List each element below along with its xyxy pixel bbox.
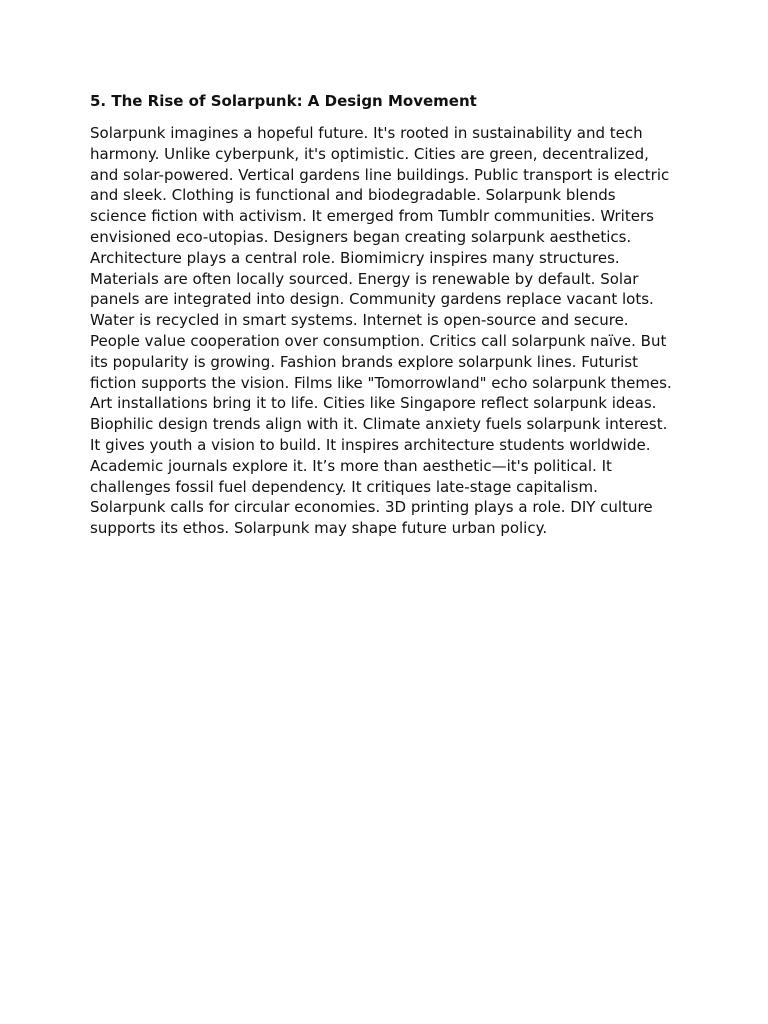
paragraph-line: Solarpunk imagines a hopeful future. It's rooted in sustainability and tech [90,124,643,142]
section-heading: 5. The Rise of Solarpunk: A Design Movement [90,92,477,110]
paragraph-line: challenges fossil fuel dependency. It critiques late-stage capitalism. [90,477,598,496]
paragraph-line: fiction supports the vision. Films like "Tomorrowland" echo solarpunk themes. [90,373,672,392]
paragraph-line: Architecture plays a central role. Biomimicry inspires many structures. [90,248,620,267]
paragraph-line: supports its ethos. Solarpunk may shape future urban policy. [90,519,548,538]
paragraph-line: harmony. Unlike cyberpunk, it's optimistic. Cities are green, decentralized, [90,144,649,163]
paragraph-line: Academic journals explore it. It’s more than aesthetic—it's political. It [90,456,612,475]
document-page [90,91,690,539]
paragraph-line: science fiction with activism. It emerged from Tumblr communities. Writers [90,207,654,226]
paragraph-line: Biophilic design trends align with it. Climate anxiety fuels solarpunk interest. [90,415,668,434]
paragraph-line: and sleek. Clothing is functional and biodegradable. Solarpunk blends [90,186,616,205]
paragraph-line: Solarpunk calls for circular economies. 3D printing plays a role. DIY culture [90,498,653,517]
paragraph-line: Art installations bring it to life. Cities like Singapore reflect solarpunk ideas. [90,394,657,413]
paragraph-line: People value cooperation over consumption. Critics call solarpunk naïve. But [90,331,667,350]
paragraph-line: Materials are often locally sourced. Energy is renewable by default. Solar [90,269,639,288]
paragraph-line: and solar-powered. Vertical gardens line buildings. Public transport is electric [90,165,670,184]
paragraph-line: Water is recycled in smart systems. Internet is open-source and secure. [90,311,629,330]
body-paragraph [90,123,690,539]
paragraph-line: envisioned eco-utopias. Designers began creating solarpunk aesthetics. [90,227,632,246]
paragraph-line: It gives youth a vision to build. It inspires architecture students worldwide. [90,435,651,454]
paragraph-line: its popularity is growing. Fashion brands explore solarpunk lines. Futurist [90,352,638,371]
paragraph-line: panels are integrated into design. Community gardens replace vacant lots. [90,290,654,309]
